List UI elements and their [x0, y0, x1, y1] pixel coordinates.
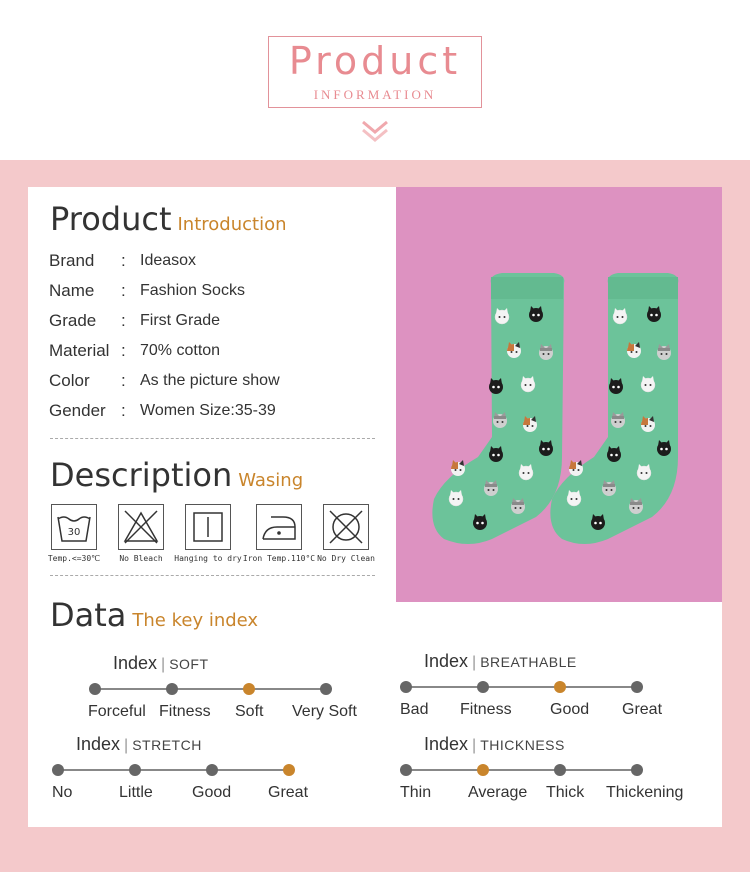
index-stretch-option: Great — [268, 784, 309, 801]
index-stretch-dot — [283, 764, 295, 776]
care-label-wash: Temp.<=30℃ — [47, 554, 101, 563]
index-breathable-dot — [477, 681, 489, 693]
intro-heading: Product Introduction — [50, 200, 287, 238]
divider — [50, 438, 375, 439]
hang-dry-icon — [185, 504, 231, 550]
index-soft-title: Index | SOFT — [113, 653, 209, 673]
socks-illustration — [396, 187, 722, 602]
index-stretch-title: Index | STRETCH — [76, 734, 202, 754]
intro-subheading: Introduction — [177, 214, 287, 235]
data-subheading: The key index — [132, 610, 259, 631]
index-thickness-track — [406, 769, 637, 771]
index-stretch-option: Good — [192, 784, 232, 801]
product-info-banner — [268, 36, 482, 108]
banner-title: Product — [288, 39, 462, 83]
index-soft-option: Very Soft — [292, 703, 357, 720]
index-soft-option: Fitness — [159, 703, 211, 720]
index-stretch-option: No — [52, 784, 73, 801]
index-thickness-dot — [400, 764, 412, 776]
iron-icon — [256, 504, 302, 550]
description-heading: Description Wasing — [50, 456, 304, 494]
care-label-dry: Hanging to dry — [174, 554, 242, 563]
index-thickness-dot — [631, 764, 643, 776]
index-breathable-dot — [554, 681, 566, 693]
index-stretch-dot — [52, 764, 64, 776]
wash-30-icon — [51, 504, 97, 550]
no-bleach-icon — [118, 504, 164, 550]
chevron-down-icon — [360, 116, 390, 146]
index-breathable-title: Index | BREATHABLE — [424, 651, 577, 671]
no-dry-clean-icon — [323, 504, 369, 550]
index-thickness-dot — [477, 764, 489, 776]
index-soft-dot — [89, 683, 101, 695]
index-stretch-dot — [129, 764, 141, 776]
index-soft-option: Soft — [235, 703, 264, 720]
care-label-dry-clean: No Dry Clean — [317, 554, 375, 563]
index-thickness-title: Index | THICKNESS — [424, 734, 565, 754]
svg-text:30: 30 — [67, 527, 81, 538]
care-label-bleach: No Bleach — [119, 554, 163, 563]
index-thickness-option: Thin — [400, 784, 432, 801]
divider — [50, 575, 375, 576]
index-soft-option: Forceful — [88, 703, 146, 720]
index-breathable-dot — [400, 681, 412, 693]
description-subheading: Wasing — [238, 470, 304, 491]
index-stretch-dot — [206, 764, 218, 776]
product-photo — [396, 187, 722, 602]
index-stretch-track — [58, 769, 289, 771]
index-soft-dot — [243, 683, 255, 695]
index-thickness-option: Thick — [546, 784, 585, 801]
index-thickness-option: Average — [468, 784, 528, 801]
banner-subtitle: INFORMATION — [313, 87, 437, 102]
index-breathable-option: Good — [550, 701, 590, 718]
index-thickness-dot — [554, 764, 566, 776]
index-breathable-dot — [631, 681, 643, 693]
care-label-iron: Iron Temp.110°C — [242, 554, 316, 563]
data-heading: Data The key index — [50, 596, 259, 634]
index-stretch-option: Little — [119, 784, 153, 801]
index-soft-track — [95, 688, 326, 690]
index-breathable-option: Fitness — [460, 701, 512, 718]
index-breathable-option: Great — [622, 701, 663, 718]
index-soft-dot — [320, 683, 332, 695]
index-thickness-option: Thickening — [606, 784, 684, 801]
index-soft-dot — [166, 683, 178, 695]
index-breathable-track — [406, 686, 637, 688]
index-breathable-option: Bad — [400, 701, 429, 718]
